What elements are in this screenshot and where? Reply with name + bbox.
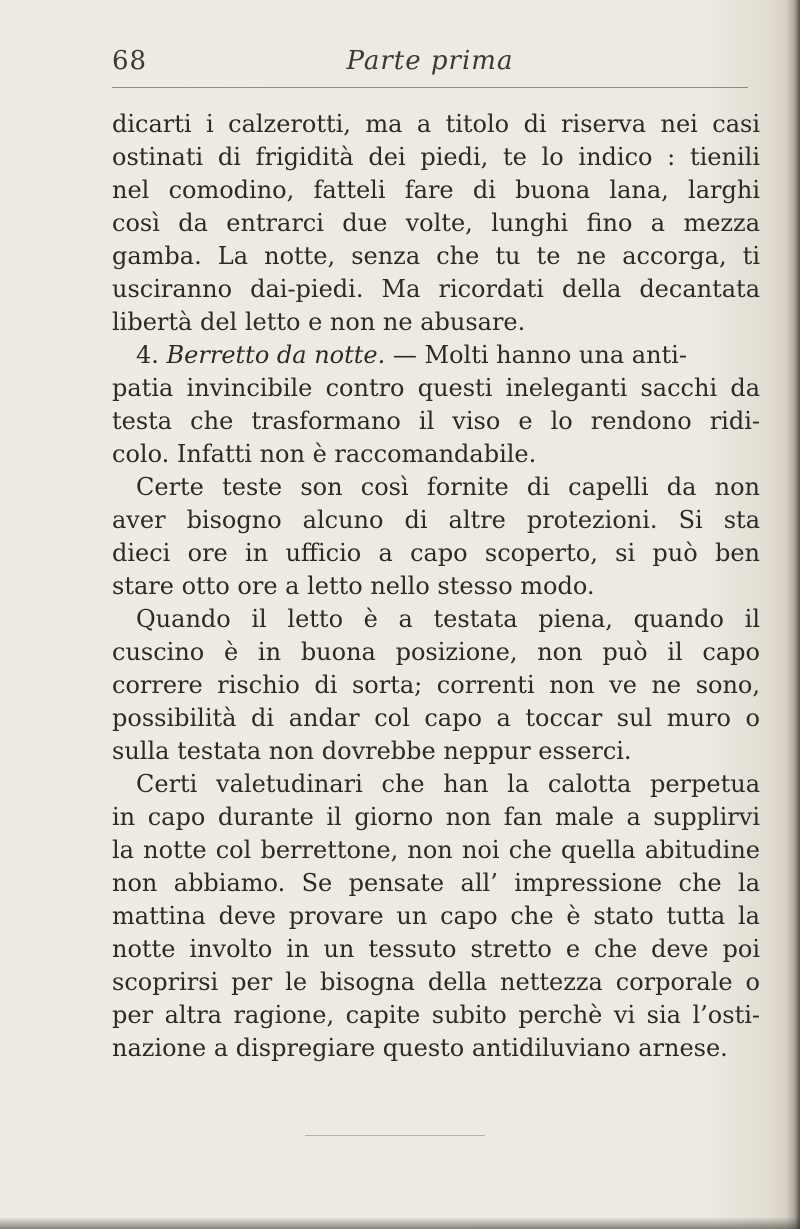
page-header — [112, 38, 748, 78]
text-line: in capo durante il giorno non fan male a supplirvi — [112, 803, 760, 831]
text-line: ostinati di frigidità dei piedi, te lo indico : tienili — [112, 143, 760, 171]
text-line: Certi valetudinari che han la calotta perpetua — [136, 770, 760, 798]
text-line: per altra ragione, capite subito perchè vi sia l’osti- — [112, 1001, 760, 1029]
text-line: cuscino è in buona posizione, non può il capo — [112, 638, 760, 666]
footer-rule — [305, 1135, 485, 1136]
text-line: nel comodino, fatteli fare di buona lana, larghi — [112, 176, 760, 204]
body-text — [112, 108, 760, 1065]
section-title: Berretto da notte. — [166, 341, 386, 369]
page-bottom-shadow — [0, 1217, 800, 1229]
text-line: Certe teste son così fornite di capelli da non — [136, 473, 760, 501]
text-line: mattina deve provare un capo che è stato tutta la — [112, 902, 760, 930]
text-line: possibilità di andar col capo a toccar sul muro o — [112, 704, 760, 732]
text-line: dicarti i calzerotti, ma a titolo di riserva nei casi — [112, 110, 760, 138]
text-line: sulla testata non dovrebbe neppur esserci. — [112, 737, 632, 765]
section-heading-line — [112, 339, 760, 372]
text-line: usciranno dai-piedi. Ma ricordati della decantata — [112, 275, 760, 303]
text-line: Quando il letto è a testata piena, quando il — [136, 605, 760, 633]
text-line: testa che trasformano il viso e lo rendono ridi- — [112, 407, 760, 435]
page-edge-shadow — [786, 0, 800, 1229]
running-title: Parte prima — [346, 46, 514, 76]
text-line: dieci ore in ufficio a capo scoperto, si può ben — [112, 539, 760, 567]
text-line: stare otto ore a letto nello stesso modo. — [112, 572, 595, 600]
text-line: aver bisogno alcuno di altre protezioni. Si sta — [112, 506, 760, 534]
text-line: patia invincibile contro questi ineleganti sacchi da — [112, 374, 760, 402]
text-line: così da entrarci due volte, lunghi fino a mezza — [112, 209, 760, 237]
text-line: colo. Infatti non è raccomandabile. — [112, 440, 537, 468]
text-line: la notte col berrettone, non noi che quella abitudine — [112, 836, 760, 864]
text-line: scoprirsi per le bisogna della nettezza corporale o — [112, 968, 760, 996]
text-line: nazione a dispregiare questo antidiluviano arnese. — [112, 1034, 728, 1062]
text-line: libertà del letto e non ne abusare. — [112, 308, 526, 336]
text-line: non abbiamo. Se pensate all’ impressione che la — [112, 869, 760, 897]
section-number: 4. — [136, 341, 159, 369]
text-line: gamba. La notte, senza che tu te ne accorga, ti — [112, 242, 760, 270]
header-rule — [112, 87, 748, 88]
section-lead: — Molti hanno una anti- — [392, 341, 687, 369]
page-number: 68 — [112, 46, 148, 76]
text-line: notte involto in un tessuto stretto e che deve poi — [112, 935, 760, 963]
text-line: correre rischio di sorta; correnti non ve ne sono, — [112, 671, 760, 699]
